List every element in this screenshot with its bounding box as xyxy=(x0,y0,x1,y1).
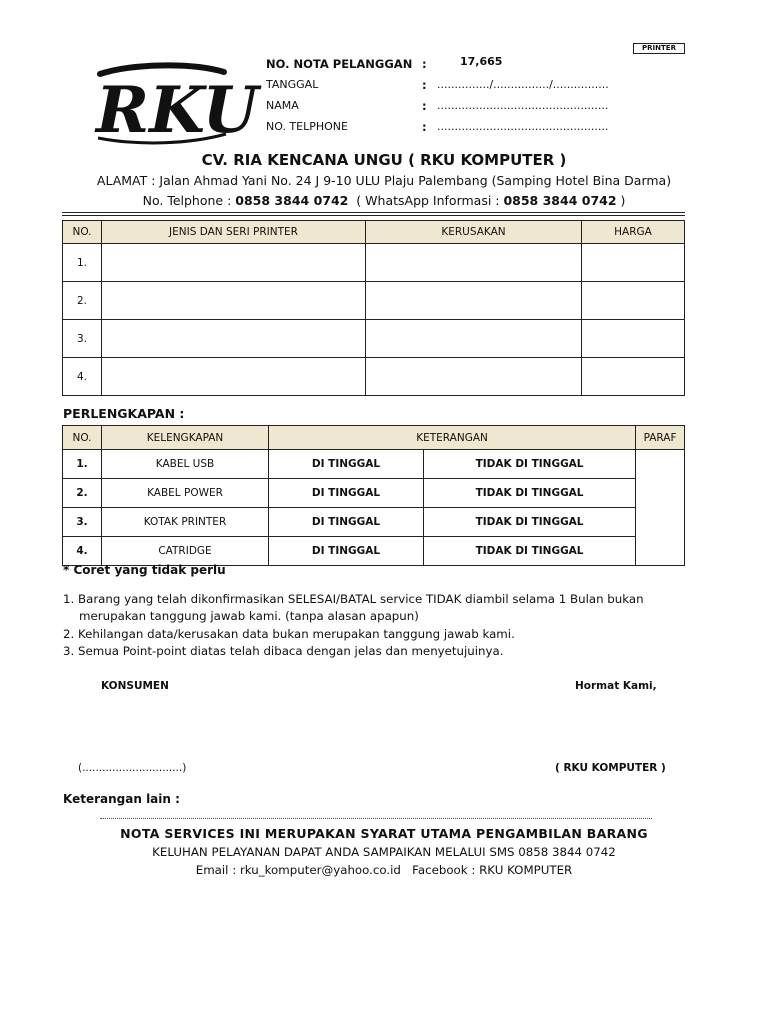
damage-cell[interactable] xyxy=(366,244,582,282)
wa-suffix: ) xyxy=(616,193,626,208)
option-right[interactable]: TIDAK DI TINGGAL xyxy=(424,479,636,508)
company-address: ALAMAT : Jalan Ahmad Yani No. 24 J 9-10 ULU Plaju Palembang (Samping Hotel Bina Darma) xyxy=(96,173,672,188)
table-row xyxy=(63,479,685,508)
phone-number: 0858 3844 0742 xyxy=(235,193,349,208)
terms-list xyxy=(63,591,644,661)
tanggal-value: .............../................/................ xyxy=(437,78,609,91)
col-header: KETERANGAN xyxy=(269,426,636,450)
option-left[interactable]: DI TINGGAL xyxy=(269,508,424,537)
option-right[interactable]: TIDAK DI TINGGAL xyxy=(424,508,636,537)
damage-cell[interactable] xyxy=(366,358,582,396)
table-row xyxy=(63,320,685,358)
rku-logo xyxy=(90,62,259,148)
printer-tag: PRINTER xyxy=(633,43,685,54)
printer-type-cell[interactable] xyxy=(102,282,366,320)
rku-signature-name: ( RKU KOMPUTER ) xyxy=(555,762,666,774)
term-1: 1. Barang yang telah dikonfirmasikan SELESAI/BATAL service TIDAK diambil selama 1 Bulan bukan xyxy=(63,592,644,606)
term-2: 2. Kehilangan data/kerusakan data bukan merupakan tanggung jawab kami. xyxy=(63,626,515,641)
telphone-label: NO. TELPHONE xyxy=(266,120,348,133)
printer-type-cell[interactable] xyxy=(102,358,366,396)
col-header: PARAF xyxy=(636,426,685,450)
printer-type-cell[interactable] xyxy=(102,244,366,282)
row-number: 1. xyxy=(63,244,102,282)
wa-prefix: ( WhatsApp Informasi : xyxy=(348,193,504,208)
table-row xyxy=(63,358,685,396)
row-number: 4. xyxy=(63,537,102,566)
table-row xyxy=(63,537,685,566)
price-cell[interactable] xyxy=(582,282,685,320)
tanggal-label: TANGGAL xyxy=(266,78,319,91)
price-cell[interactable] xyxy=(582,244,685,282)
svg-text:RKU: RKU xyxy=(96,73,259,148)
paraf-cell[interactable] xyxy=(636,450,685,566)
col-header: KERUSAKAN xyxy=(366,221,582,244)
hormat-kami-label: Hormat Kami, xyxy=(575,680,657,692)
company-name: CV. RIA KENCANA UNGU ( RKU KOMPUTER ) xyxy=(201,151,567,169)
perlengkapan-table xyxy=(62,425,685,566)
option-right[interactable]: TIDAK DI TINGGAL xyxy=(424,450,636,479)
divider xyxy=(62,212,685,213)
telphone-value: ................................................. xyxy=(437,120,609,133)
divider xyxy=(62,215,685,216)
row-number: 4. xyxy=(63,358,102,396)
footer-contact: Email : rku_komputer@yahoo.co.id Facebook : RKU KOMPUTER xyxy=(195,863,573,877)
col-header: KELENGKAPAN xyxy=(102,426,269,450)
item-cell: CATRIDGE xyxy=(102,537,269,566)
row-number: 3. xyxy=(63,320,102,358)
term-3: 3. Semua Point-point diatas telah dibaca dengan jelas dan menyetujuinya. xyxy=(63,644,504,659)
company-phone xyxy=(0,193,768,208)
option-left[interactable]: DI TINGGAL xyxy=(269,537,424,566)
wa-number: 0858 3844 0742 xyxy=(503,193,617,208)
nota-label: NO. NOTA PELANGGAN xyxy=(266,57,413,71)
strike-note: * Coret yang tidak perlu xyxy=(63,563,226,577)
col-header: HARGA xyxy=(582,221,685,244)
footer-notice: NOTA SERVICES INI MERUPAKAN SYARAT UTAMA PENGAMBILAN BARANG xyxy=(120,826,648,841)
colon: : xyxy=(422,78,427,92)
price-cell[interactable] xyxy=(582,320,685,358)
nama-label: NAMA xyxy=(266,99,299,112)
row-number: 3. xyxy=(63,508,102,537)
table-header-row xyxy=(63,221,685,244)
konsumen-label: KONSUMEN xyxy=(101,680,169,692)
row-number: 2. xyxy=(63,479,102,508)
printer-type-cell[interactable] xyxy=(102,320,366,358)
table-row xyxy=(63,282,685,320)
col-header: NO. xyxy=(63,426,102,450)
item-cell: KABEL USB xyxy=(102,450,269,479)
option-left[interactable]: DI TINGGAL xyxy=(269,479,424,508)
table-header-row xyxy=(63,426,685,450)
term-1-cont: merupakan tanggung jawab kami. (tanpa alasan apapun) xyxy=(79,609,419,624)
option-left[interactable]: DI TINGGAL xyxy=(269,450,424,479)
row-number: 2. xyxy=(63,282,102,320)
perlengkapan-title: PERLENGKAPAN : xyxy=(63,406,185,421)
nota-value: 17,665 xyxy=(460,55,503,68)
damage-cell[interactable] xyxy=(366,282,582,320)
printer-table xyxy=(62,220,685,396)
table-row xyxy=(63,450,685,479)
table-row xyxy=(63,244,685,282)
colon: : xyxy=(422,57,427,71)
table-row xyxy=(63,508,685,537)
damage-cell[interactable] xyxy=(366,320,582,358)
colon: : xyxy=(422,99,427,113)
nama-value: ................................................. xyxy=(437,99,609,112)
phone-prefix: No. Telphone : xyxy=(142,193,236,208)
keterangan-line xyxy=(100,818,652,819)
keterangan-label: Keterangan lain : xyxy=(63,792,180,806)
option-right[interactable]: TIDAK DI TINGGAL xyxy=(424,537,636,566)
row-number: 1. xyxy=(63,450,102,479)
footer-complaint: KELUHAN PELAYANAN DAPAT ANDA SAMPAIKAN MELALUI SMS 0858 3844 0742 xyxy=(152,845,616,859)
price-cell[interactable] xyxy=(582,358,685,396)
item-cell: KOTAK PRINTER xyxy=(102,508,269,537)
item-cell: KABEL POWER xyxy=(102,479,269,508)
colon: : xyxy=(422,120,427,134)
col-header: JENIS DAN SERI PRINTER xyxy=(102,221,366,244)
konsumen-signature-line: (..............................) xyxy=(78,762,187,774)
col-header: NO. xyxy=(63,221,102,244)
